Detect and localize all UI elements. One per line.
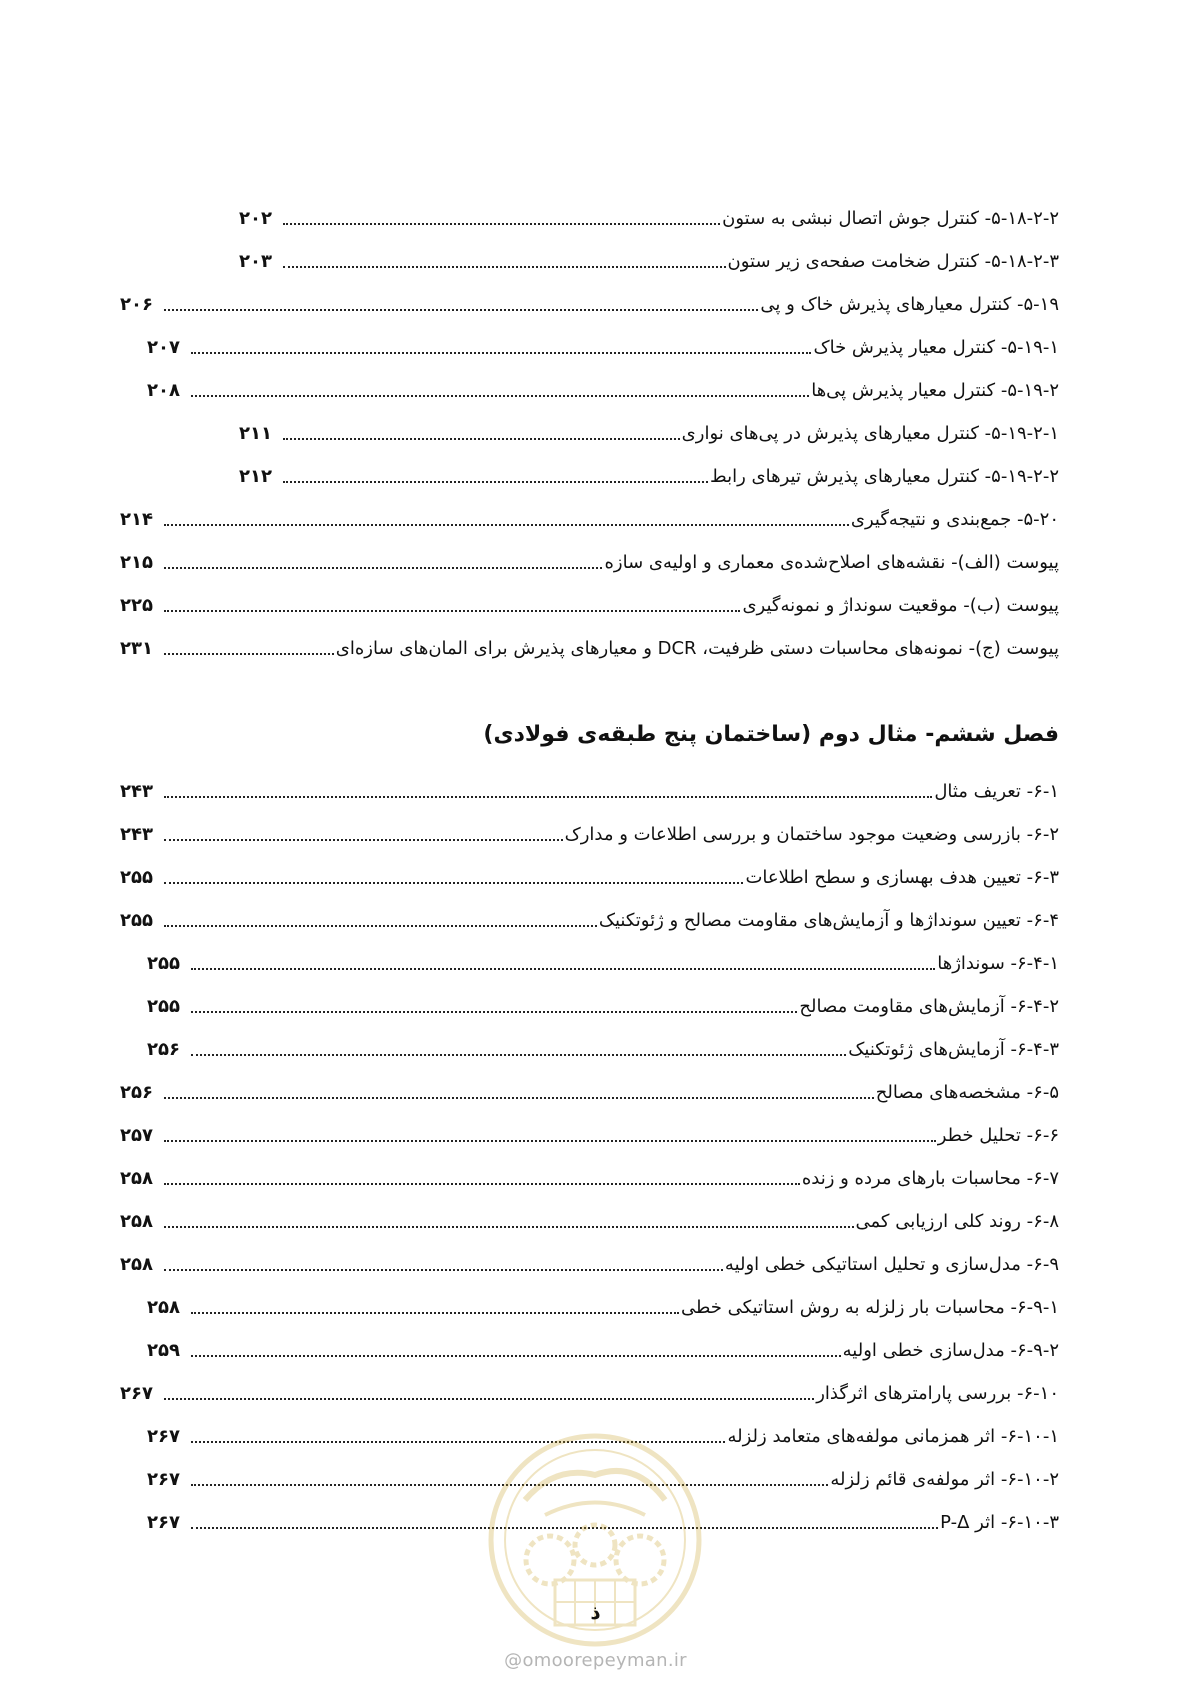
toc-entry-page: ۲۶۷ [147, 1469, 180, 1490]
leader-dots [191, 1011, 797, 1013]
leader-dots [191, 1355, 841, 1357]
toc-entry-page: ۲۵۶ [147, 1039, 180, 1060]
toc-entry[interactable] [120, 502, 1059, 532]
toc-entry-title: ۶-۴-۲- آزمایش‌های مقاومت مصالح [799, 996, 1059, 1017]
leader-dots [164, 796, 932, 798]
toc-entry-title: ۵-۱۹-۱- کنترل معیار پذیرش خاک [813, 337, 1059, 358]
toc-entry-title: ۵-۱۹-۲-۲- کنترل معیارهای پذیرش تیرهای رابط [710, 466, 1059, 487]
toc-entry-title: ۶-۹-۱- محاسبات بار زلزله به روش استاتیکی خطی [681, 1297, 1059, 1318]
toc-entry[interactable] [147, 1333, 1059, 1363]
toc-entry-title: ۶-۱۰-۲- اثر مولفه‌ی قائم زلزله [830, 1469, 1059, 1490]
leader-dots [164, 524, 849, 526]
toc-entry-page: ۲۵۸ [120, 1254, 153, 1275]
toc-entry-page: ۲۵۹ [147, 1340, 180, 1361]
chapter-title: فصل ششم- مثال دوم (ساختمان پنج طبقه‌ی فولادی) [483, 722, 1059, 747]
leader-dots [164, 925, 597, 927]
toc-entry-page: ۲۰۲ [239, 208, 272, 229]
toc-entry-title: ۵-۱۹-۲- کنترل معیار پذیرش پی‌ها [811, 380, 1059, 401]
toc-entry[interactable] [120, 1118, 1059, 1148]
leader-dots [164, 1269, 723, 1271]
toc-entry-page: ۲۰۷ [147, 337, 180, 358]
toc-entry[interactable] [120, 1376, 1059, 1406]
toc-entry-title: پیوست (الف)- نقشه‌های اصلاح‌شده‌ی معماری و اولیه‌ی سازه [604, 552, 1059, 573]
toc-entry-title: ۶-۹- مدل‌سازی و تحلیل استاتیکی خطی اولیه [724, 1254, 1059, 1275]
leader-dots [283, 481, 708, 483]
leader-dots [164, 1183, 800, 1185]
toc-entry-page: ۲۶۷ [120, 1383, 153, 1404]
toc-entry-page: ۲۵۸ [120, 1211, 153, 1232]
toc-entry-page: ۲۶۷ [147, 1426, 180, 1447]
toc-entry-page: ۲۵۵ [147, 996, 180, 1017]
toc-entry-title: ۶-۷- محاسبات بارهای مرده و زنده [801, 1168, 1059, 1189]
leader-dots [191, 968, 935, 970]
toc-entry-title: ۶-۱- تعریف مثال [934, 781, 1059, 802]
toc-entry[interactable] [120, 774, 1059, 804]
toc-entry[interactable] [147, 1290, 1059, 1320]
toc-entry[interactable] [147, 1032, 1059, 1062]
page-number: ذ [590, 1600, 601, 1624]
toc-entry[interactable] [239, 459, 1059, 489]
toc-entry-title: ۶-۴-۳- آزمایش‌های ژئوتکنیک [848, 1039, 1059, 1060]
leader-dots [191, 352, 811, 354]
leader-dots [164, 1398, 814, 1400]
toc-entry-title: ۶-۴- تعیین سونداژها و آزمایش‌های مقاومت مصالح و ژئوتکنیک [598, 910, 1059, 931]
toc-entry-title: ۶-۴-۱- سونداژها [937, 953, 1059, 974]
toc-entry-page: ۲۱۲ [239, 466, 272, 487]
toc-entry-title: ۵-۱۹-۲-۱- کنترل معیارهای پذیرش در پی‌های نواری [681, 423, 1059, 444]
leader-dots [164, 1140, 936, 1142]
toc-entry-page: ۲۱۴ [120, 509, 153, 530]
toc-entry[interactable] [239, 416, 1059, 446]
toc-entry[interactable] [147, 946, 1059, 976]
leader-dots [164, 1097, 874, 1099]
leader-dots [164, 839, 563, 841]
toc-entry-page: ۲۵۵ [120, 867, 153, 888]
toc-entry[interactable] [120, 631, 1059, 661]
toc-entry[interactable] [120, 860, 1059, 890]
leader-dots [164, 1226, 854, 1228]
toc-entry-page: ۲۵۵ [147, 953, 180, 974]
toc-entry-title: ۶-۸- روند کلی ارزیابی کمی [855, 1211, 1059, 1232]
toc-entry-title: ۵-۱۹- کنترل معیارهای پذیرش خاک و پی [760, 294, 1059, 315]
toc-entry-title: پیوست (ج)- نمونه‌های محاسبات دستی ظرفیت، DCR و معیارهای پذیرش برای المان‌های سازه‌ای [335, 638, 1059, 659]
toc-entry[interactable] [120, 1161, 1059, 1191]
toc-entry-title: ۶-۶- تحلیل خطر [937, 1125, 1059, 1146]
leader-dots [164, 882, 743, 884]
watermark-url: @omoorepeyman.ir [504, 1650, 687, 1671]
leader-dots [164, 567, 602, 569]
leader-dots [283, 223, 720, 225]
toc-entry[interactable] [147, 373, 1059, 403]
toc-entry-page: ۲۰۳ [239, 251, 272, 272]
toc-entry-title: ۶-۲- بازرسی وضعیت موجود ساختمان و بررسی اطلاعات و مدارک [564, 824, 1059, 845]
toc-entry[interactable] [239, 244, 1059, 274]
toc-entry-page: ۲۰۶ [120, 294, 153, 315]
toc-entry[interactable] [147, 989, 1059, 1019]
toc-entry-page: ۲۰۸ [147, 380, 180, 401]
toc-entry-page: ۲۱۱ [239, 423, 272, 444]
leader-dots [283, 438, 680, 440]
toc-entry-title: ۶-۱۰- بررسی پارامترهای اثرگذار [816, 1383, 1059, 1404]
toc-entry-page: ۲۲۵ [120, 595, 153, 616]
toc-entry[interactable] [120, 287, 1059, 317]
toc-entry-title: ۵-۲۰- جمع‌بندی و نتیجه‌گیری [850, 509, 1059, 530]
toc-entry[interactable] [120, 1204, 1059, 1234]
toc-entry-title: ۵-۱۸-۲-۳- کنترل ضخامت صفحه‌ی زیر ستون [727, 251, 1059, 272]
toc-entry-page: ۲۵۸ [120, 1168, 153, 1189]
leader-dots [191, 1054, 846, 1056]
toc-entry-page: ۲۴۳ [120, 824, 153, 845]
toc-entry[interactable] [120, 817, 1059, 847]
toc-entry[interactable] [120, 903, 1059, 933]
leader-dots [164, 610, 740, 612]
toc-entry[interactable] [120, 588, 1059, 618]
toc-entry-page: ۲۳۱ [120, 638, 153, 659]
toc-entry-page: ۲۵۷ [120, 1125, 153, 1146]
toc-entry-title: ۵-۱۸-۲-۲- کنترل جوش اتصال نبشی به ستون [722, 208, 1059, 229]
leader-dots [191, 395, 809, 397]
toc-entry-title: ۶-۱۰-۱- اثر همزمانی مولفه‌های متعامد زلزله [727, 1426, 1059, 1447]
toc-entry-title: ۶-۵- مشخصه‌های مصالح [875, 1082, 1059, 1103]
leader-dots [283, 266, 726, 268]
toc-entry-title: ۶-۳- تعیین هدف بهسازی و سطح اطلاعات [745, 867, 1059, 888]
toc-entry-page: ۲۴۳ [120, 781, 153, 802]
toc-entry[interactable] [120, 1247, 1059, 1277]
toc-entry-title: ۶-۹-۲- مدل‌سازی خطی اولیه [842, 1340, 1059, 1361]
toc-entry[interactable] [239, 201, 1059, 231]
toc-entry[interactable] [120, 545, 1059, 575]
leader-dots [164, 653, 334, 655]
leader-dots [191, 1312, 679, 1314]
toc-entry-page: ۲۱۵ [120, 552, 153, 573]
toc-entry-title: ۶-۱۰-۳- اثر P-Δ [940, 1512, 1059, 1533]
toc-entry[interactable] [120, 1075, 1059, 1105]
toc-entry-page: ۲۶۷ [147, 1512, 180, 1533]
toc-entry-page: ۲۵۶ [120, 1082, 153, 1103]
toc-entry-page: ۲۵۸ [147, 1297, 180, 1318]
toc-entry[interactable] [147, 330, 1059, 360]
leader-dots [164, 309, 758, 311]
toc-entry-title: پیوست (ب)- موقعیت سونداژ و نمونه‌گیری [742, 595, 1059, 616]
toc-entry-page: ۲۵۵ [120, 910, 153, 931]
